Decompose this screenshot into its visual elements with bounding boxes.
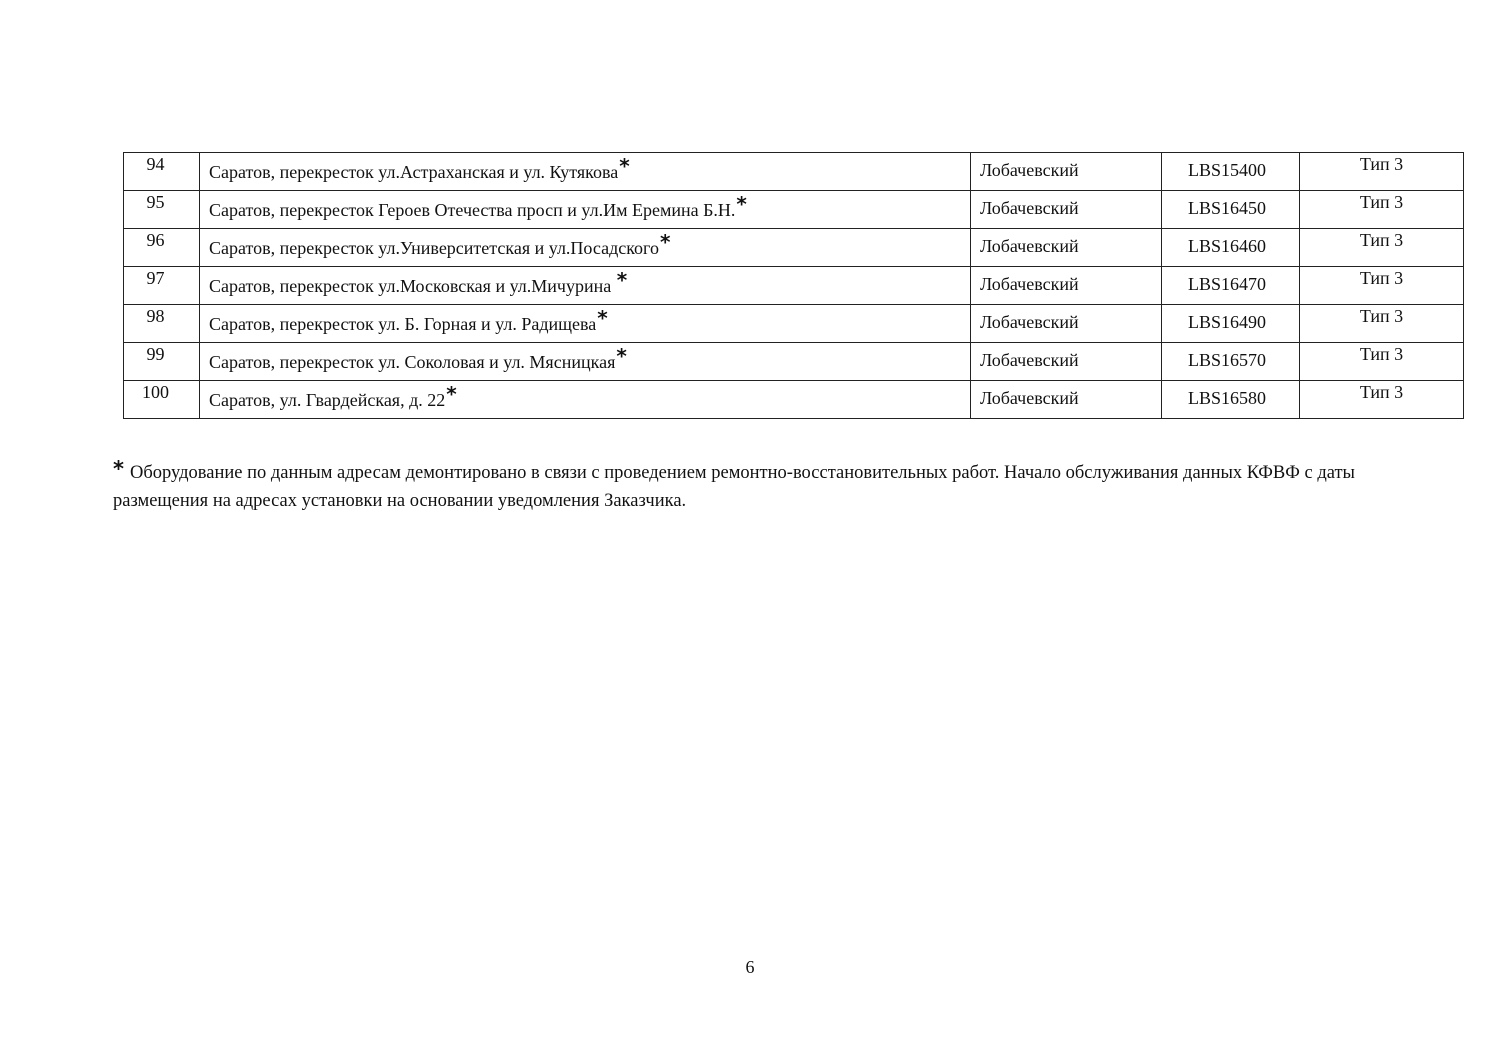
row-number: 94 xyxy=(146,154,165,174)
address-text: Саратов, перекресток ул.Университетская и ул.Посадского xyxy=(209,238,659,258)
page-number: 6 xyxy=(745,957,755,977)
row-number-cell xyxy=(124,153,200,191)
asterisk-mark: * xyxy=(659,230,671,254)
row-number: 100 xyxy=(142,382,169,402)
code-cell xyxy=(1162,343,1300,381)
type-text: Тип 3 xyxy=(1359,192,1404,212)
type-cell xyxy=(1300,153,1464,191)
type-cell xyxy=(1300,381,1464,419)
table-row xyxy=(124,305,1464,343)
district-text: Лобачевский xyxy=(980,198,1079,218)
table-row xyxy=(124,153,1464,191)
address-text: Саратов, перекресток ул.Московская и ул.Мичурина xyxy=(209,276,616,296)
district-text: Лобачевский xyxy=(980,274,1079,294)
type-cell xyxy=(1300,191,1464,229)
address-cell xyxy=(200,343,971,381)
code-cell xyxy=(1162,153,1300,191)
district-cell xyxy=(971,267,1162,305)
district-text: Лобачевский xyxy=(980,160,1079,180)
address-cell xyxy=(200,267,971,305)
type-text: Тип 3 xyxy=(1359,154,1404,174)
code-text: LBS16460 xyxy=(1188,236,1267,256)
district-cell xyxy=(971,229,1162,267)
asterisk-mark: * xyxy=(597,306,608,330)
asterisk-mark: * xyxy=(616,344,627,368)
table-row xyxy=(124,267,1464,305)
code-cell xyxy=(1162,305,1300,343)
address-cell xyxy=(200,381,971,419)
type-cell xyxy=(1300,229,1464,267)
address-text: Саратов, перекресток ул.Астраханская и ул. Кутякова xyxy=(209,162,619,182)
row-number: 99 xyxy=(146,344,165,364)
district-cell xyxy=(971,381,1162,419)
type-text: Тип 3 xyxy=(1359,344,1404,364)
type-text: Тип 3 xyxy=(1359,230,1404,250)
district-text: Лобачевский xyxy=(980,388,1079,408)
row-number: 98 xyxy=(146,306,165,326)
code-text: LBS15400 xyxy=(1188,160,1267,180)
district-cell xyxy=(971,153,1162,191)
code-text: LBS16570 xyxy=(1188,350,1267,370)
address-text: Саратов, перекресток ул. Б. Горная и ул. Радищева xyxy=(209,314,597,334)
asterisk-mark: * xyxy=(619,154,630,178)
address-table xyxy=(123,152,1464,419)
row-number-cell xyxy=(124,267,200,305)
footnote-text: Оборудование по данным адресам демонтировано в связи с проведением ремонтно-восстановительных работ. Начало обслуживания данных КФВФ с даты размещения на адресах установки на основании уведомления Заказчика. xyxy=(113,463,1355,511)
code-text: LBS16470 xyxy=(1188,274,1267,294)
code-cell xyxy=(1162,381,1300,419)
table-row xyxy=(124,229,1464,267)
address-text: Саратов, ул. Гвардейская, д. 22 xyxy=(209,390,446,410)
address-cell xyxy=(200,229,971,267)
address-cell xyxy=(200,191,971,229)
table-row xyxy=(124,381,1464,419)
asterisk-mark: * xyxy=(616,268,628,292)
table-row xyxy=(124,343,1464,381)
type-cell xyxy=(1300,267,1464,305)
type-cell xyxy=(1300,343,1464,381)
asterisk-mark: * xyxy=(113,457,124,481)
address-cell xyxy=(200,153,971,191)
district-cell xyxy=(971,191,1162,229)
district-cell xyxy=(971,305,1162,343)
type-text: Тип 3 xyxy=(1359,306,1404,326)
district-text: Лобачевский xyxy=(980,350,1079,370)
table-row xyxy=(124,191,1464,229)
row-number: 97 xyxy=(146,268,165,288)
row-number-cell xyxy=(124,381,200,419)
code-cell xyxy=(1162,229,1300,267)
district-text: Лобачевский xyxy=(980,312,1079,332)
code-text: LBS16450 xyxy=(1188,198,1267,218)
row-number-cell xyxy=(124,191,200,229)
code-text: LBS16490 xyxy=(1188,312,1267,332)
row-number: 95 xyxy=(146,192,165,212)
row-number-cell xyxy=(124,229,200,267)
address-cell xyxy=(200,305,971,343)
code-text: LBS16580 xyxy=(1188,388,1267,408)
district-text: Лобачевский xyxy=(980,236,1079,256)
type-cell xyxy=(1300,305,1464,343)
address-text: Саратов, перекресток ул. Соколовая и ул. Мясницкая xyxy=(209,352,616,372)
footnote xyxy=(113,455,1393,515)
row-number-cell xyxy=(124,305,200,343)
address-text: Саратов, перекресток Героев Отечества просп и ул.Им Еремина Б.Н. xyxy=(209,200,736,220)
row-number-cell xyxy=(124,343,200,381)
asterisk-mark: * xyxy=(736,192,747,216)
type-text: Тип 3 xyxy=(1359,382,1404,402)
district-cell xyxy=(971,343,1162,381)
asterisk-mark: * xyxy=(446,382,457,406)
row-number: 96 xyxy=(146,230,165,250)
type-text: Тип 3 xyxy=(1359,268,1404,288)
code-cell xyxy=(1162,267,1300,305)
code-cell xyxy=(1162,191,1300,229)
